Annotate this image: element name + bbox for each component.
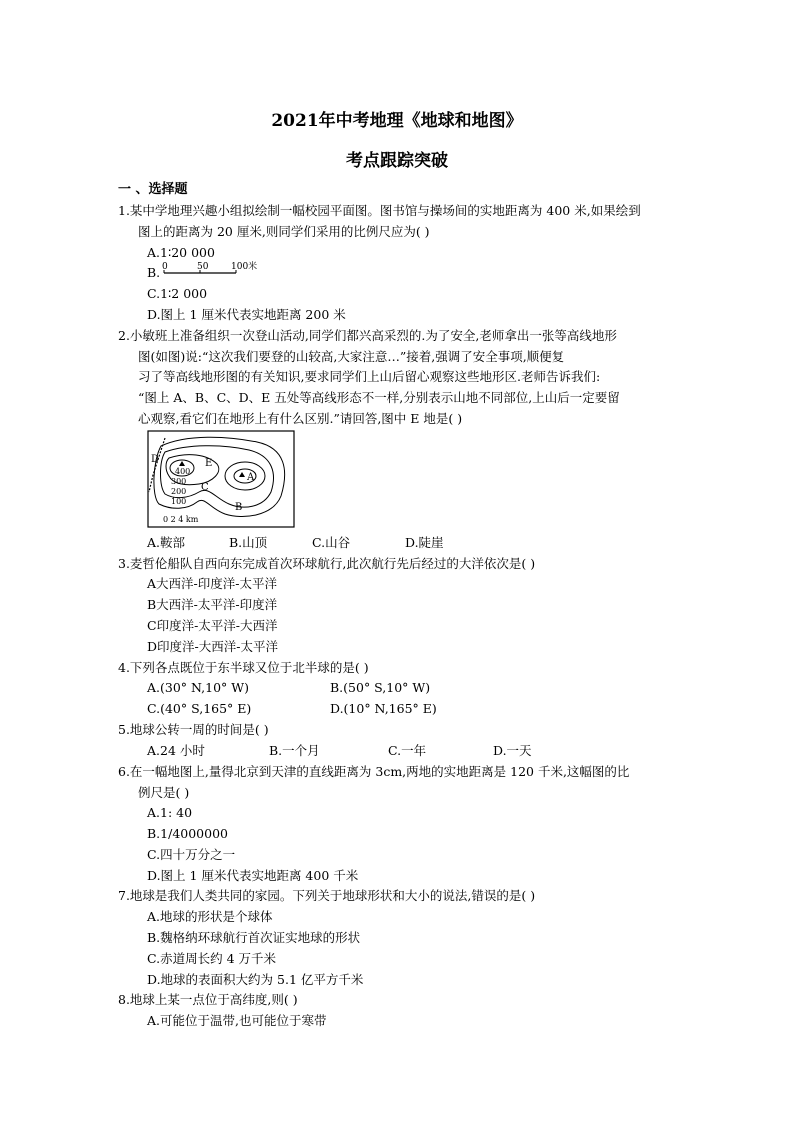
q4-option-a: A.(30° N,10° W)	[147, 680, 249, 695]
q3-option-c: C印度洋-太平洋-大西洋	[147, 618, 278, 633]
scale-label-50: 50	[197, 262, 209, 272]
q1-option-b	[147, 262, 258, 282]
q3-option-b: B大西洋-太平洋-印度洋	[147, 597, 278, 612]
map-label-b: B	[235, 502, 243, 513]
q6-option-b: B.1/4000000	[147, 826, 228, 841]
q3-option-d: D印度洋-大西洋-太平洋	[147, 639, 278, 654]
map-label-c: C	[201, 482, 209, 493]
q4-stem: 4.下列各点既位于东半球又位于北半球的是( )	[118, 660, 369, 675]
q2-stem-line3: 习了等高线地形图的有关知识,要求同学们上山后留心观察这些地形区.老师告诉我们:	[138, 369, 601, 384]
q6-option-a: A.1: 40	[147, 805, 193, 820]
q1-option-d: D.图上 1 厘米代表实地距离 200 米	[147, 307, 346, 322]
q5-option-c: C.一年	[388, 743, 427, 758]
q2-stem-line2: 图(如图)说:“这次我们要登的山较高,大家注意…”接着,强调了安全事项,顺便复	[138, 349, 565, 364]
q8-stem: 8.地球上某一点位于高纬度,则( )	[118, 992, 298, 1007]
map-scale-label: 0 2 4 km	[163, 515, 199, 524]
q6-stem-line1: 6.在一幅地图上,量得北京到天津的直线距离为 3cm,两地的实地距离是 120 千米,这幅图的比	[118, 764, 630, 779]
q6-stem-line2: 例尺是( )	[138, 785, 190, 800]
contour-label-200: 200	[171, 487, 187, 496]
q4-option-d: D.(10° N,165° E)	[330, 701, 437, 716]
q7-option-d: D.地球的表面积大约为 5.1 亿平方千米	[147, 972, 364, 987]
q5-option-a: A.24 小时	[147, 743, 205, 758]
q5-option-d: D.一天	[493, 743, 532, 758]
q4-option-c: C.(40° S,165° E)	[147, 701, 252, 716]
contour-label-100: 100	[171, 497, 187, 506]
page-title: 2021年中考地理《地球和地图》	[271, 111, 523, 131]
q2-stem-line4: “图上 A、B、C、D、E 五处等高线形态不一样,分别表示山地不同部位,上山后一定要留	[138, 390, 620, 405]
q7-option-a: A.地球的形状是个球体	[147, 909, 273, 924]
q8-option-a: A.可能位于温带,也可能位于寒带	[147, 1013, 327, 1028]
q6-option-d: D.图上 1 厘米代表实地距离 400 千米	[147, 868, 359, 883]
map-label-a: A	[247, 472, 255, 483]
map-label-d: D	[151, 454, 160, 465]
q1-stem-line2: 图上的距离为 20 厘米,则同学们采用的比例尺应为( )	[138, 224, 430, 239]
q7-option-b: B.魏格纳环球航行首次证实地球的形状	[147, 930, 361, 945]
scale-bar	[161, 260, 271, 280]
q2-stem-line5: 心观察,看它们在地形上有什么区别.”请回答,图中 E 地是( )	[138, 411, 463, 426]
q1-stem-line1: 1.某中学地理兴趣小组拟绘制一幅校园平面图。图书馆与操场间的实地距离为 400 米,如果绘到	[118, 203, 641, 218]
contour-map	[147, 430, 295, 528]
map-label-e: E	[205, 458, 213, 469]
q7-option-c: C.赤道周长约 4 万千米	[147, 951, 276, 966]
q6-option-c: C.四十万分之一	[147, 847, 236, 862]
section-heading: 一 、选择题	[118, 182, 188, 197]
page-subtitle: 考点跟踪突破	[346, 151, 448, 171]
scale-label-0: 0	[162, 262, 168, 272]
q2-option-b: B.山顶	[229, 535, 268, 550]
q1-option-b-prefix: B.	[147, 265, 161, 280]
q1-option-c: C.1∶2 000	[147, 286, 208, 301]
contour-label-400: 400	[175, 467, 191, 476]
q5-option-b: B.一个月	[269, 743, 320, 758]
q2-stem-line1: 2.小敏班上准备组织一次登山活动,同学们都兴高采烈的.为了安全,老师拿出一张等高线地形	[118, 328, 617, 343]
contour-label-300: 300	[171, 477, 187, 486]
q2-option-a: A.鞍部	[147, 535, 186, 550]
q2-option-c: C.山谷	[312, 535, 351, 550]
q3-stem: 3.麦哲伦船队自西向东完成首次环球航行,此次航行先后经过的大洋依次是( )	[118, 556, 536, 571]
q2-option-d: D.陡崖	[405, 535, 444, 550]
q3-option-a: A大西洋-印度洋-太平洋	[147, 576, 277, 591]
q5-stem: 5.地球公转一周的时间是( )	[118, 722, 269, 737]
scale-label-100: 100米	[231, 262, 258, 272]
q1-option-a: A.1∶20 000	[147, 245, 215, 260]
q7-stem: 7.地球是我们人类共同的家园。下列关于地球形状和大小的说法,错误的是( )	[118, 888, 536, 903]
q4-option-b: B.(50° S,10° W)	[330, 680, 431, 695]
